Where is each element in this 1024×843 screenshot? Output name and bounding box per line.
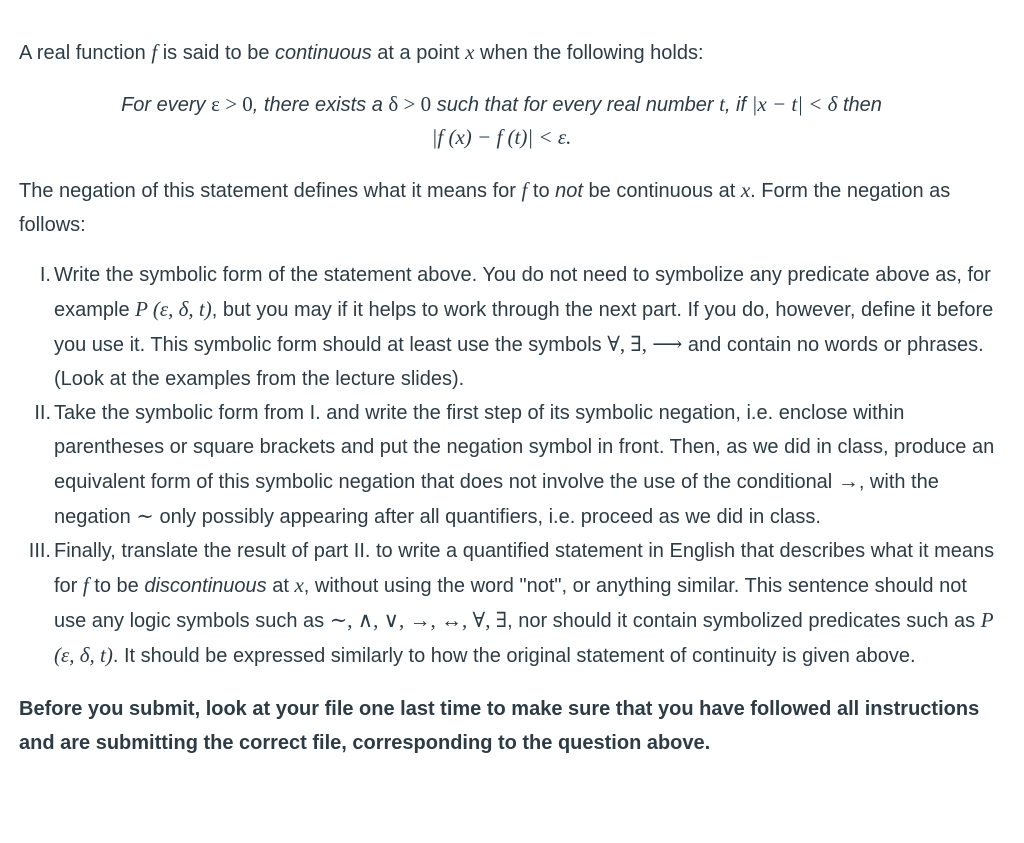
list-item: II. Take the symbolic form from I. and write the first step of its symbolic negation, i.e. enclose within parentheses or square brackets and put the negation symbol in front. Then, as we did in class, produce an equivalent form of this symbolic negation that does not involve the use of the conditional →, with the negation ∼ only possibly appearing after all quantifiers, i.e. proceed as we did in class. [19, 396, 1004, 534]
list-item-number: I. [39, 264, 51, 286]
submission-reminder: Before you submit, look at your file one last time to make sure that you have followed all instructions and are submitting the correct file, corresponding to the question above. [19, 698, 980, 754]
list-item: III. Finally, translate the result of part II. to write a quantified statement in English that describes what it means for f to be discontinuous at x, without using the word "not", or anything similar. This sentence should not use any logic symbols such as ∼, ∧, ∨, →, ↔, ∀, ∃, nor should it contain symbolized predicates such as P (ε, δ, t). It should be expressed similarly to how the original statement of continuity is given above. [19, 534, 1004, 673]
question-content [19, 0, 1004, 760]
definition-line-1: For every ε > 0, there exists a δ > 0 such that for every real number t, if |x − t| < δ then [121, 92, 882, 116]
emphasis-continuous: continuous [275, 42, 372, 64]
instructions-list [19, 258, 1004, 673]
continuity-definition [19, 88, 1004, 153]
definition-line-2: |f (x) − f (t)| < ε. [431, 125, 572, 149]
list-item-number: II. [34, 402, 51, 424]
emphasis-discontinuous: discontinuous [144, 575, 267, 597]
math-x: x [465, 40, 475, 64]
emphasis-not: not [555, 180, 583, 202]
list-item-number: III. [28, 540, 51, 562]
negation-paragraph: The negation of this statement defines what it means for f to not be continuous at x. Form the negation as follows: [19, 178, 951, 236]
list-item: I. Write the symbolic form of the statement above. You do not need to symbolize any predicate above as, for example P (ε, δ, t), but you may if it helps to work through the next part. If you do, however, define it before you use it. This symbolic form should at least use the symbols ∀, ∃, ⟶ and contain no words or phrases. (Look at the examples from the lecture slides). [19, 258, 1004, 396]
intro-paragraph: A real function f is said to be continuous at a point x when the following holds: [19, 40, 704, 64]
math-f: f [151, 40, 158, 64]
